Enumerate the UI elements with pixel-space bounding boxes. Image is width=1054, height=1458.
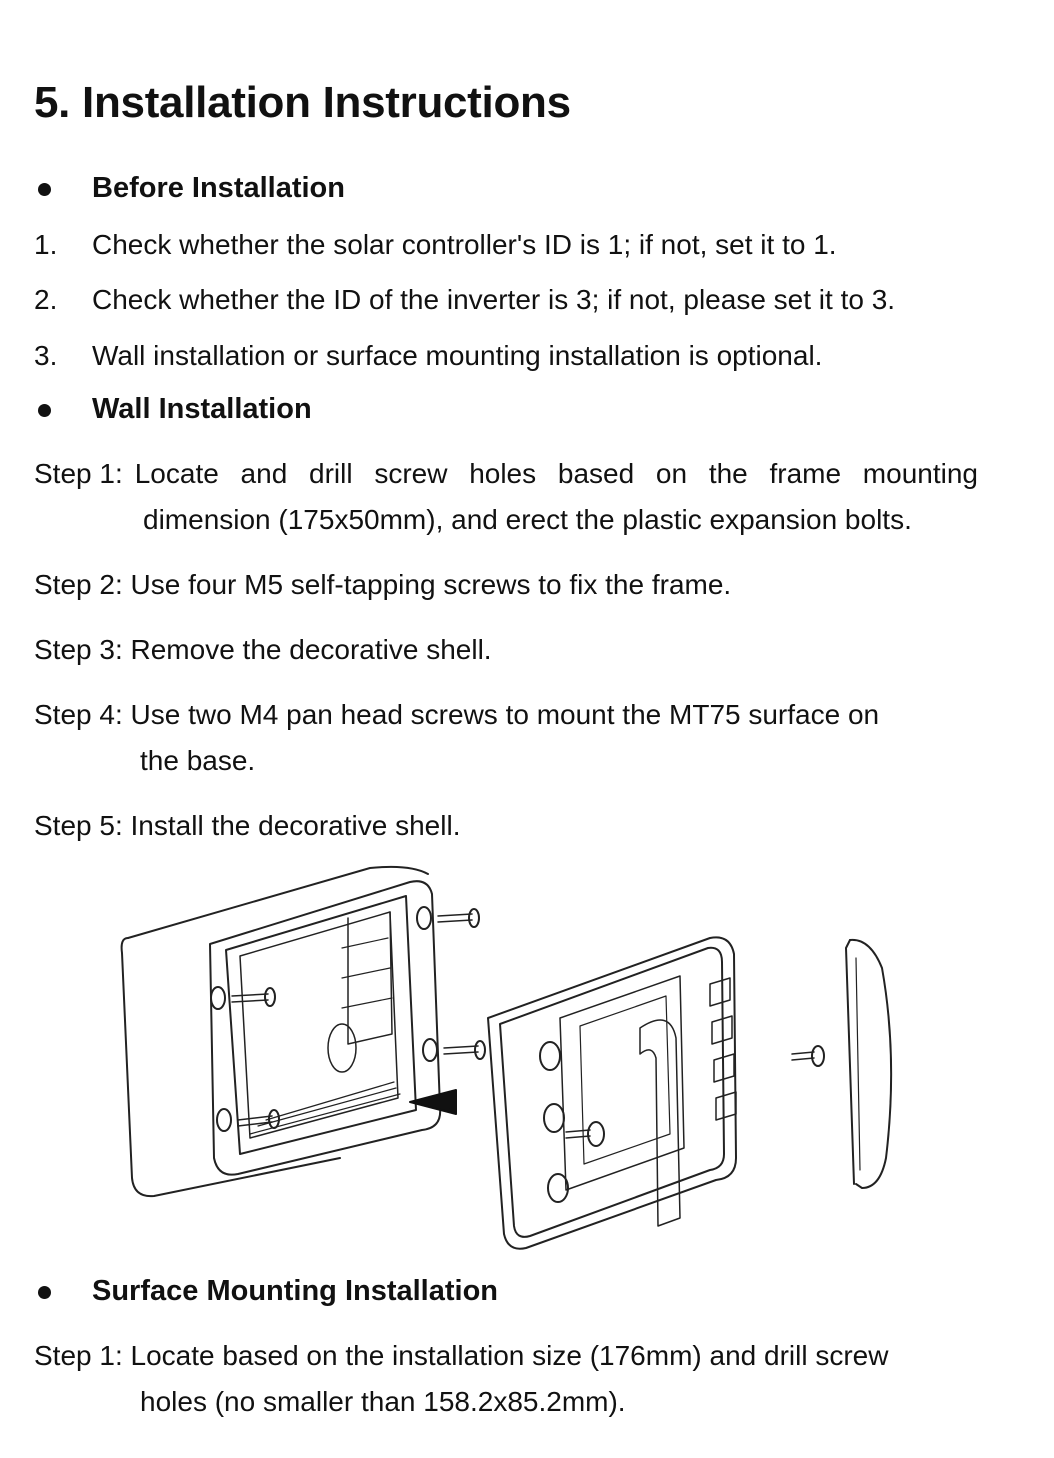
list-number: 3. [34, 340, 58, 371]
surface-step-1 [34, 1333, 888, 1425]
list-text: Check whether the ID of the inverter is 3; if not, please set it to 3. [92, 284, 896, 315]
mounting-frame-drawing [122, 867, 485, 1196]
list-text: Check whether the solar controller's ID is 1; if not, set it to 1. [92, 229, 837, 260]
wall-step-3 [34, 627, 492, 673]
step-text-continued: dimension (175x50mm), and erect the plastic expansion bolts. [143, 504, 912, 535]
step-label: Step 3: [34, 634, 123, 665]
step-text-continued: the base. [140, 745, 256, 776]
step-text: Locate based on the installation size (176mm) and drill screw [130, 1340, 889, 1371]
section-heading: Surface Mounting Installation [92, 1275, 499, 1307]
installation-diagram [110, 858, 910, 1258]
wall-step-2 [34, 562, 731, 608]
step-text: Use two M4 pan head screws to mount the MT75 surface on [130, 699, 880, 730]
mt75-device-drawing [488, 937, 736, 1248]
step-text: Install the decorative shell. [130, 810, 461, 841]
list-number: 1. [34, 229, 58, 260]
step-text: Remove the decorative shell. [130, 634, 492, 665]
step-label: Step 4: [34, 699, 123, 730]
page-title: 5. Installation Instructions [34, 78, 571, 127]
bullet-icon [38, 1286, 51, 1299]
step-label: Step 1: [34, 1340, 123, 1371]
wall-step-5 [34, 803, 460, 849]
bullet-icon [38, 183, 51, 196]
step-label: Step 5: [34, 810, 123, 841]
step-line [34, 451, 978, 497]
decorative-shell-drawing [846, 940, 891, 1188]
wall-step-1 [34, 451, 978, 543]
step-text-continued: holes (no smaller than 158.2x85.2mm). [140, 1386, 626, 1417]
step-text: Locate and drill screw holes based on the frame mounting [134, 458, 978, 489]
section-heading: Before Installation [92, 172, 345, 204]
step-text: Use four M5 self-tapping screws to fix the frame. [130, 569, 732, 600]
list-text: Wall installation or surface mounting installation is optional. [92, 340, 823, 371]
pan-head-screw-drawing [792, 1046, 824, 1066]
step-label: Step 1: [34, 458, 123, 489]
step-label: Step 2: [34, 569, 123, 600]
list-number: 2. [34, 284, 58, 315]
section-heading: Wall Installation [92, 393, 312, 425]
bullet-icon [38, 404, 51, 417]
wall-step-4 [34, 692, 879, 784]
